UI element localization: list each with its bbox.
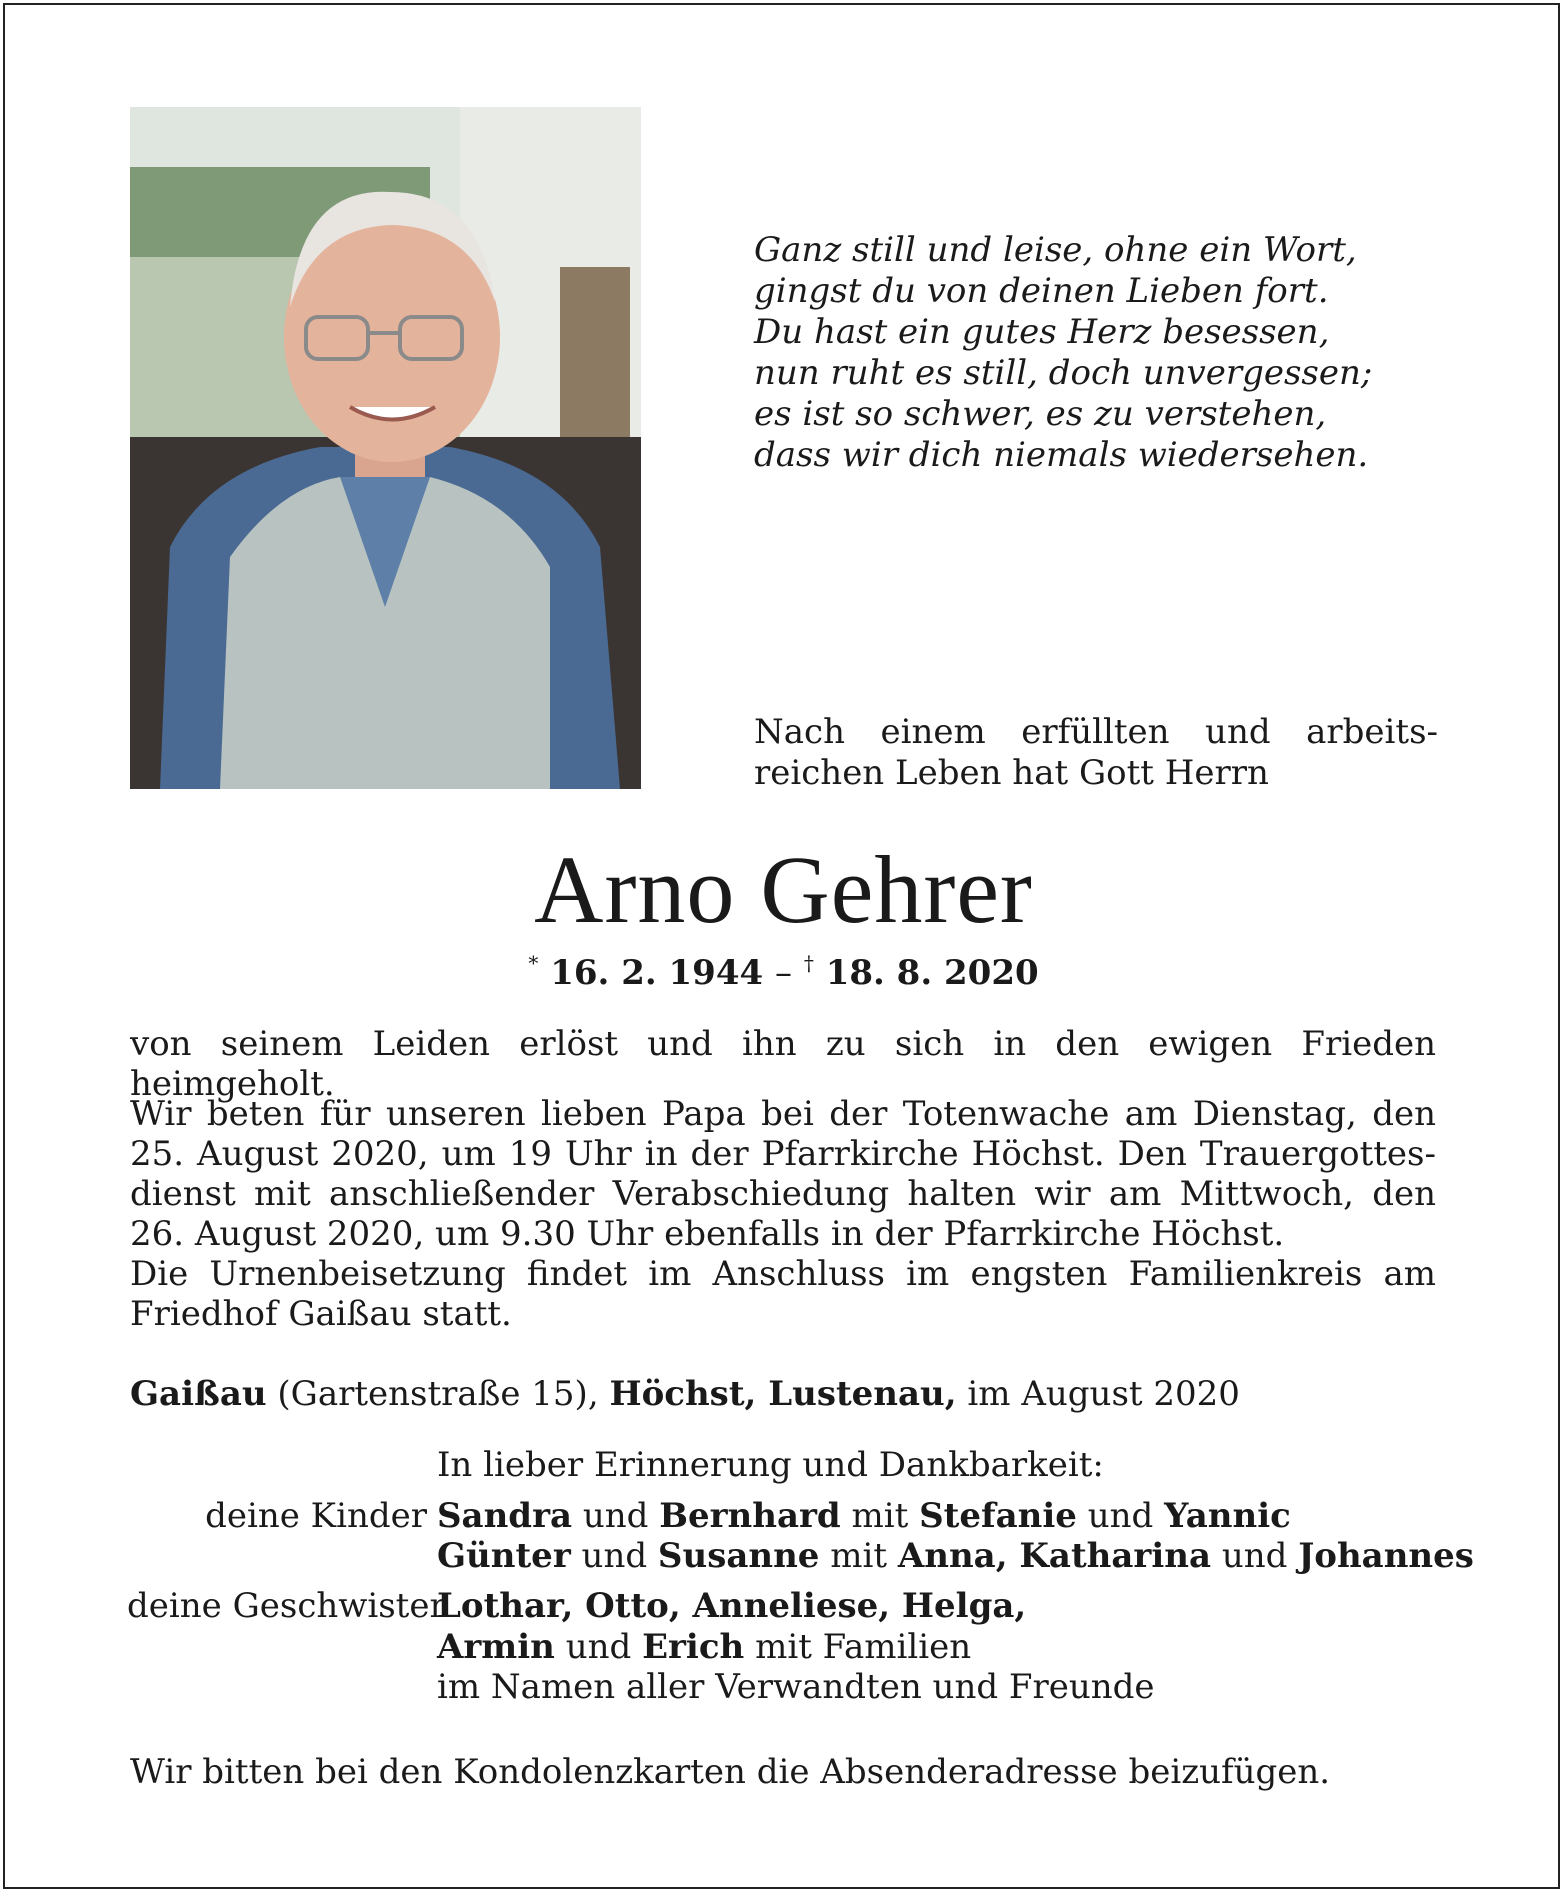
sibling-name: Erich xyxy=(642,1627,745,1667)
signature-heading: In lieber Erinnerung und Dankbarkeit: xyxy=(437,1445,1104,1485)
portrait-illustration xyxy=(130,107,641,789)
conjunction: und xyxy=(1087,1496,1154,1536)
children-line xyxy=(437,1496,1291,1536)
intro-text xyxy=(754,712,1438,794)
conjunction: mit xyxy=(851,1496,909,1536)
conjunction: und xyxy=(581,1536,648,1576)
grandchild-name: Johannes xyxy=(1298,1536,1474,1576)
deceased-name: Arno Gehrer xyxy=(534,836,1033,943)
grandchild-name: Stefanie xyxy=(919,1496,1077,1536)
service-line: 26. August 2020, um 9.30 Uhr ebenfalls in der Pfarrkirche Höchst. xyxy=(130,1214,1285,1254)
children-line xyxy=(437,1536,1474,1576)
service-line: dienst mit anschließender Verabschiedung halten wir am Mittwoch, den xyxy=(130,1174,1436,1214)
siblings-line xyxy=(437,1627,971,1667)
place-name: Gaißau xyxy=(130,1374,267,1414)
footer-note xyxy=(130,1752,1436,1792)
sibling-names: Lothar, Otto, Anneliese, Helga, xyxy=(437,1586,1027,1626)
relief-line: von seinem Leiden erlöst und ihn zu sich in den ewigen Frieden heimgeholt. xyxy=(130,1024,1436,1104)
service-line: 25. August 2020, um 19 Uhr in der Pfarrkirche Höchst. Den Trauergottes- xyxy=(130,1134,1436,1174)
service-line: Friedhof Gaißau statt. xyxy=(130,1294,512,1334)
families-text: mit Familien xyxy=(755,1627,972,1667)
conjunction: mit xyxy=(830,1536,888,1576)
place-date-line xyxy=(130,1374,1436,1414)
conjunction: und xyxy=(582,1496,649,1536)
date-separator: – xyxy=(775,953,792,993)
place-address: (Gartenstraße 15), xyxy=(277,1374,599,1414)
relief-sentence xyxy=(130,1024,1436,1104)
portrait-photo xyxy=(130,107,641,789)
siblings-label: deine Geschwister xyxy=(127,1586,446,1626)
birth-date: 16. 2. 1944 xyxy=(550,953,764,993)
sibling-name: Armin xyxy=(437,1627,555,1667)
poem-line: Du hast ein gutes Herz besessen, xyxy=(754,312,1330,352)
place-date: im August 2020 xyxy=(967,1374,1240,1414)
child-name: Susanne xyxy=(657,1536,820,1576)
grandchild-name: Yannic xyxy=(1164,1496,1291,1536)
place-names: Höchst, Lustenau, xyxy=(609,1374,957,1414)
poem-line: gingst du von deinen Lieben fort. xyxy=(754,271,1329,311)
birth-symbol: * xyxy=(528,951,539,975)
grandchild-name: Anna, Katharina xyxy=(897,1536,1211,1576)
service-paragraph xyxy=(130,1094,1436,1334)
closing-line: im Namen aller Verwandten und Freunde xyxy=(437,1667,1155,1707)
death-symbol: † xyxy=(803,951,814,975)
poem-line: nun ruht es still, doch unvergessen; xyxy=(754,353,1373,393)
child-name: Sandra xyxy=(437,1496,573,1536)
children-label: deine Kinder xyxy=(205,1496,427,1536)
poem-line: es ist so schwer, es zu verstehen, xyxy=(754,394,1327,434)
footer-line: Wir bitten bei den Kondolenzkarten die Absenderadresse beizufügen. xyxy=(130,1752,1331,1792)
poem-line: dass wir dich niemals wiedersehen. xyxy=(754,435,1369,475)
conjunction: und xyxy=(1221,1536,1288,1576)
child-name: Bernhard xyxy=(659,1496,841,1536)
intro-line: Nach einem erfüllten und arbeits- xyxy=(754,712,1438,752)
service-line: Die Urnenbeisetzung findet im Anschluss im engsten Familienkreis am xyxy=(130,1254,1436,1294)
poem-line: Ganz still und leise, ohne ein Wort, xyxy=(754,230,1357,270)
conjunction: und xyxy=(565,1627,632,1667)
service-line: Wir beten für unseren lieben Papa bei der Totenwache am Dienstag, den xyxy=(130,1094,1436,1134)
death-date: 18. 8. 2020 xyxy=(825,953,1039,993)
siblings-line xyxy=(437,1586,1026,1626)
intro-line: reichen Leben hat Gott Herrn xyxy=(754,753,1269,793)
child-name: Günter xyxy=(437,1536,571,1576)
life-dates xyxy=(0,943,1567,993)
memorial-poem xyxy=(754,230,1374,476)
